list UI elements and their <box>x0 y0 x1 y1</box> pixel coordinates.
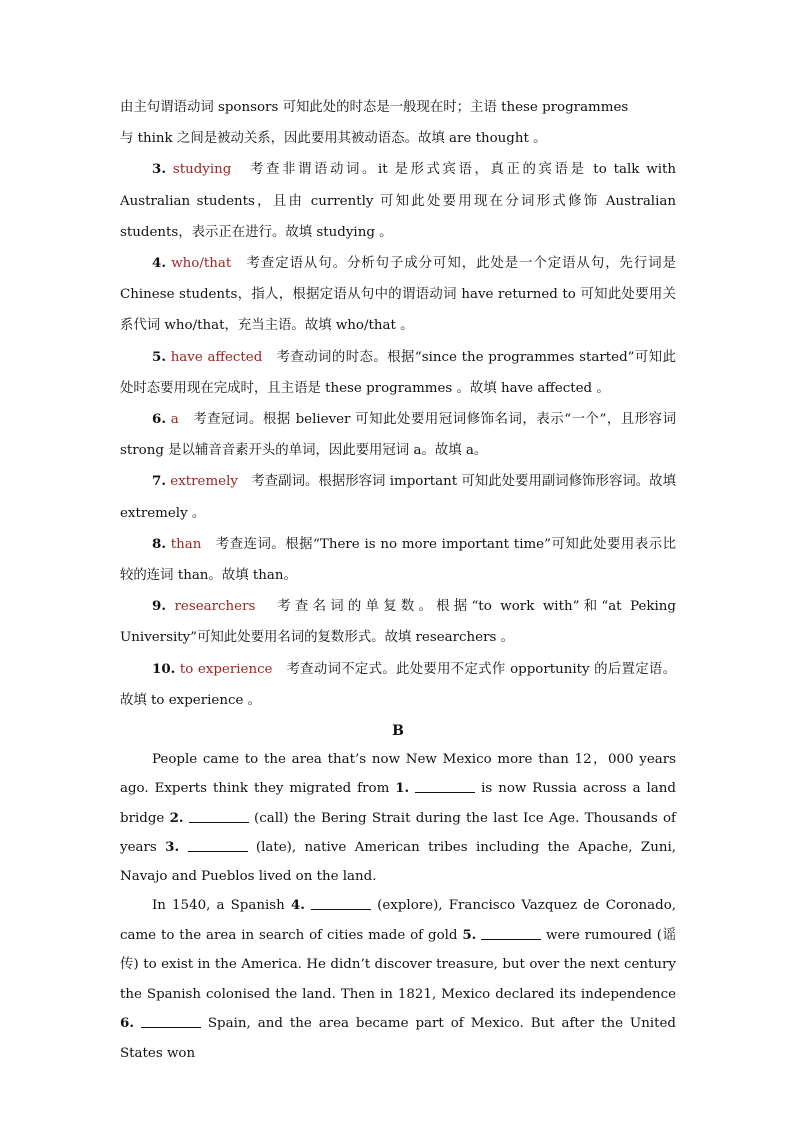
answer-word: extremely <box>170 474 238 490</box>
item-number: 4. <box>152 255 166 272</box>
answer-item <box>120 591 676 653</box>
explanation: 考查副词。根据形容词 important 可知此处要用副词修饰形容词。故填 extremely 。 <box>120 474 676 521</box>
passage-text: were rumoured (谣传) to exist in the America. He didn’t discover treasure, but over the next century the Spanish colonised the land. Then in 1821, Mexico declared its independence <box>120 927 676 1002</box>
answer-list <box>120 154 676 716</box>
answer-word: a <box>170 412 179 428</box>
explanation: 考查名词的单复数。根据“to work with”和“at Peking University”可知此处要用名词的复数形式。故填 researchers 。 <box>120 599 677 646</box>
passage-text: (explore), Francisco Vazquez de Coronado, came to the area in search of cities made of gold <box>120 898 677 943</box>
item-number: 8. <box>152 535 166 552</box>
answer-item <box>120 466 676 528</box>
passage-paragraph <box>120 746 676 891</box>
passage-text: is now Russia across a land bridge <box>120 781 676 826</box>
answer-item <box>120 529 676 591</box>
answer-word: have affected <box>170 349 263 365</box>
blank-line <box>481 926 541 940</box>
item-number: 10. <box>152 660 176 677</box>
passage-text: In 1540, a Spanish <box>152 898 291 914</box>
passage-text: Spain, and the area became part of Mexico. But after the United States won <box>120 1016 677 1062</box>
answer-item <box>120 342 676 404</box>
passage-paragraph <box>120 891 676 1069</box>
blank-number: 3. <box>165 839 180 856</box>
document-page <box>120 92 676 1069</box>
passage-text: People came to the area that’s now New Mexico more than 12，000 years ago. Experts think they migrated from <box>120 752 676 797</box>
intro-line-1: 由主句谓语动词 sponsors 可知此处的时态是一般现在时；主语 these programmes <box>120 100 629 115</box>
blank-line <box>189 809 249 823</box>
blank-line <box>415 779 475 793</box>
answer-word: to experience <box>179 661 273 677</box>
item-number: 3. <box>152 161 166 178</box>
item-number: 9. <box>152 598 166 615</box>
answer-word: who/that <box>171 256 232 272</box>
blank-number: 5. <box>462 926 477 943</box>
blank-number: 4. <box>290 897 305 914</box>
answer-word: researchers <box>174 599 256 615</box>
intro-paragraph <box>120 92 676 154</box>
explanation: 考查连词。根据“There is no more important time”可知此处要用表示比较的连词 than。故填 than。 <box>120 536 676 584</box>
answer-word: studying <box>172 162 232 178</box>
explanation: 考查动词的时态。根据“since the programmes started”可知此处时态要用现在完成时，且主语是 these programmes 。故填 have affected 。 <box>120 349 676 396</box>
section-heading: B <box>392 723 404 740</box>
blank-number: 2. <box>169 809 184 826</box>
blank-line <box>311 896 371 910</box>
blank-number: 6. <box>120 1015 134 1032</box>
answer-item <box>120 654 676 716</box>
item-number: 6. <box>152 411 166 428</box>
explanation: 考查冠词。根据 believer 可知此处要用冠词修饰名词，表示“一个”，且形容词 strong 是以辅音音素开头的单词，因此要用冠词 a。故填 a。 <box>120 412 676 459</box>
item-number: 5. <box>152 348 166 365</box>
explanation: 考查动词不定式。此处要用不定式作 opportunity 的后置定语。故填 to experience 。 <box>120 661 676 708</box>
answer-word: than <box>170 536 202 552</box>
answer-item <box>120 154 676 248</box>
explanation: 考查定语从句。分析句子成分可知，此处是一个定语从句，先行词是 Chinese students，指人，根据定语从句中的谓语动词 have returned to 可知此处要用关系代词 who/that，充当主语。故填 who/that 。 <box>120 256 676 334</box>
blank-number: 1. <box>395 780 410 797</box>
intro-line-2: 与 think 之间是被动关系，因此要用其被动语态。故填 are thought 。 <box>120 131 547 147</box>
passage-text: (call) the Bering Strait during the last Ice Age. Thousands of years <box>120 810 676 856</box>
blank-line <box>188 838 248 852</box>
explanation: 考查非谓语动词。it 是形式宾语，真正的宾语是 to talk with Australian students，且由 currently 可知此处要用现在分词形式修饰 Australian students，表示正在进行。故填 studying 。 <box>120 162 676 240</box>
item-number: 7. <box>152 473 166 490</box>
answer-item <box>120 404 676 466</box>
blank-line <box>141 1014 201 1028</box>
passage-text: (late), native American tribes including the Apache, Zuni, Navajo and Pueblos lived on the land. <box>120 840 676 884</box>
answer-item <box>120 248 676 342</box>
